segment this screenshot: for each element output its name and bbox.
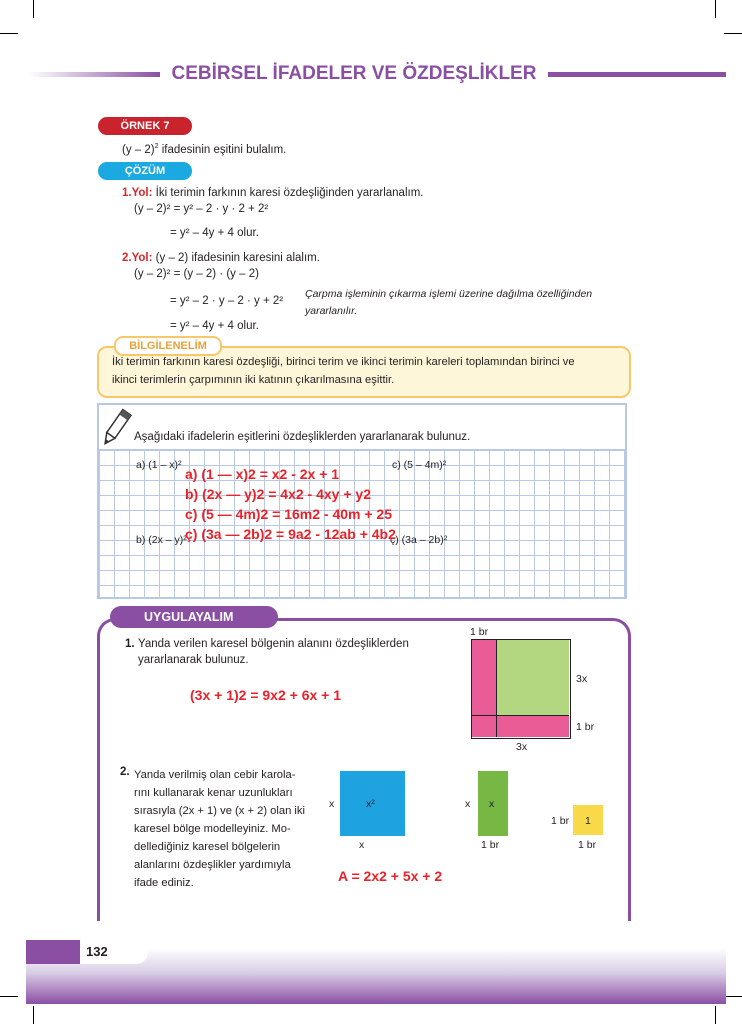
answer-a: a) (1 — x)2 = x2 - 2x + 1	[185, 466, 340, 482]
header-rule-right	[548, 72, 726, 77]
way1-line1: (y – 2)² = y² – 2 · y · 2 + 2²	[134, 203, 269, 215]
way2-line3: = y² – 4y + 4 olur.	[170, 320, 259, 332]
exercise-instruction: Aşağıdaki ifadelerin eşitlerini özdeşliklerden yararlanarak bulunuz.	[134, 431, 471, 443]
crop-mark	[724, 33, 742, 34]
q1-line1: Yanda verilen karesel bölgenin alanını özdeşliklerden	[138, 638, 409, 650]
crop-mark	[715, 1006, 716, 1024]
q1-answer: (3x + 1)2 = 9x2 + 6x + 1	[190, 687, 342, 703]
q2-line: karesel bölge modelleyiniz. Mo-	[134, 823, 291, 835]
crop-mark	[724, 996, 742, 997]
q1-line2: yararlanarak bulunuz.	[138, 654, 249, 666]
exercise-item-c: c) (5 – 4m)²	[392, 459, 447, 471]
fig1-right-top-label: 3x	[576, 673, 588, 685]
info-line1: İki terimin farkının karesi özdeşliği, birinci terim ve ikinci terimin kareleri toplamından birinci ve	[112, 356, 575, 368]
square-figure	[471, 639, 571, 739]
unit-tile-left-label: 1 br	[551, 815, 570, 827]
way2-line1: (y – 2)² = (y – 2) · (y – 2)	[134, 268, 259, 280]
footer-tab	[26, 940, 80, 964]
x-tile-left-label: x	[465, 798, 471, 810]
header-rule-left	[28, 72, 160, 77]
answer-c: c) (5 — 4m)2 = 16m2 - 40m + 25	[185, 506, 392, 522]
answer-b: b) (2x — y)2 = 4x2 - 4xy + y2	[185, 486, 371, 502]
way1-line2: = y² – 4y + 4 olur.	[170, 227, 259, 239]
q1-number: 1.	[125, 638, 135, 650]
exercise-header	[99, 405, 625, 450]
fig1-bottom-label: 3x	[516, 741, 528, 753]
fig1-right-bottom-label: 1 br	[576, 721, 595, 733]
green-square	[497, 640, 569, 715]
crop-mark	[715, 0, 716, 18]
exercise-item-cedilla: ç) (3a – 2b)²	[390, 534, 448, 546]
exercise-item-b: b) (2x – y)²	[136, 534, 187, 546]
q2-line: sırasıyla (2x + 1) ve (x + 2) olan iki	[134, 805, 305, 817]
crop-mark	[33, 0, 34, 18]
q2-text	[134, 766, 306, 892]
unit-tile-label: 1	[585, 815, 591, 827]
example-prompt: (y – 2)$^2$ ifadesinin eşitini bulalım.	[122, 143, 287, 156]
note-line1: Çarpma işleminin çıkarma işlemi üzerine dağılma özelliğinden	[305, 288, 593, 300]
q2-line: ifade ediniz.	[134, 877, 194, 889]
x-tile-bottom-label: 1 br	[481, 839, 500, 851]
info-badge: BİLGİLENELİM	[114, 336, 222, 356]
page-number: 132	[86, 944, 108, 959]
exercise-item-a: a) (1 – x)²	[136, 459, 182, 471]
solution-badge: ÇÖZÜM	[98, 162, 192, 180]
strip-left	[472, 640, 497, 715]
way1-heading: 1.Yol: İki terimin farkının karesi özdeşliğinden yararlanalım.	[122, 187, 424, 199]
x-tile-label: x	[489, 798, 495, 810]
crop-mark	[0, 996, 18, 997]
pencil-icon	[100, 407, 132, 449]
q2-line: alanlarını özdeşlikler yardımıyla	[134, 859, 291, 871]
answer-cedilla: ç) (3a — 2b)2 = 9a2 - 12ab + 4b2	[185, 526, 396, 542]
way2-heading: 2.Yol: (y – 2) ifadesinin karesini alalım.	[122, 252, 320, 264]
q2-answer: A = 2x2 + 5x + 2	[338, 868, 443, 884]
note-line2: yararlanılır.	[305, 305, 358, 317]
corner-square	[472, 715, 497, 737]
page-title: CEBİRSEL İFADELER VE ÖZDEŞLİKLER	[171, 63, 537, 84]
practice-badge: UYGULAYALIM	[110, 606, 278, 628]
x-squared-left-label: x	[329, 798, 335, 810]
q2-number: 2.	[120, 766, 130, 778]
example-badge: ÖRNEK 7	[98, 117, 192, 135]
strip-bottom	[497, 715, 569, 737]
q2-line: Yanda verilmiş olan cebir karola-	[134, 769, 296, 781]
crop-mark	[0, 33, 18, 34]
q2-line: dellediğiniz karesel bölgelerin	[134, 841, 281, 853]
crop-mark	[33, 1006, 34, 1024]
x-squared-tile-label: x²	[366, 798, 375, 810]
q2-line: rını kullanarak kenar uzunlukları	[134, 787, 293, 799]
unit-tile-bottom-label: 1 br	[578, 839, 597, 851]
fig1-top-label: 1 br	[470, 626, 489, 638]
x-squared-bottom-label: x	[359, 839, 365, 851]
way2-line2: = y² – 2 · y – 2 · y + 2²	[170, 295, 284, 307]
info-line2: ikinci terimlerin çarpımının iki katının çıkarılmasına eşittir.	[112, 374, 395, 386]
